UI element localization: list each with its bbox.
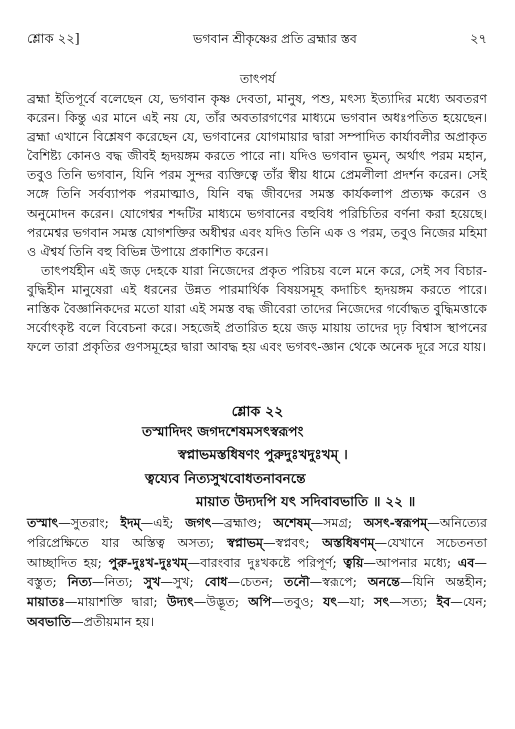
synonym-word: স্বপ্নাভম্ [226,534,263,550]
synonym-word: সুখ [143,574,161,590]
page-number: ২৭ [470,32,487,47]
chapter-reference: শ্লোক ২২] [27,32,80,47]
synonym-word: অনন্তে [367,574,400,590]
synonym-meaning: উদ্ভূত; [206,594,240,610]
purport-paragraph: তাৎপর্যহীন এই জড় দেহকে যারা নিজেদের প্রকৃত পরিচয় বলে মনে করে, সেই সব বিচার-বুদ্ধিহীন মানুষেরা এই ধরনের উন্নত পারমার্থিক বিষয়সমূহ কদাচিৎ হৃদয়ঙ্গম করতে পারে। নাস্তিক বৈজ্ঞানিকদের মতো যারা এই সমস্ত বদ্ধ জীবেরা তাদের নিজেদের গর্বোদ্ধত বুদ্ধিমত্তাকে সর্বোৎকৃষ্ট বলে বিবেচনা করে। সহজেই প্রতারিত হয়ে জড় মায়ায় তাদের দৃঢ় বিশ্বাস স্থাপনের ফলে তারা প্রকৃতির গুণসমূহের দ্বারা আবদ্ধ হয় এবং ভগবৎ-জ্ঞান থেকে অনেক দূরে সরে যায়। [27,262,487,355]
synonym-word: পুরু-দুঃখ-দুঃখম্ [108,554,188,570]
verse-label: শ্লোক ২২ [231,404,284,420]
synonym-word: অস্তধিষণম্ [322,534,375,550]
synonym-meaning: যেন; [462,594,487,610]
synonym-word: তনৌ [284,574,310,590]
synonym-word: অশেষম্ [273,515,311,530]
synonym-meaning: সুখ; [172,574,194,590]
verse-line: ত্বয্যেব নিত্যসুখবোধতনাবনন্তে [145,471,306,487]
synonym-meaning: অনিত্যের পরিপ্রেক্ষিতে যার অস্তিত্ব অসত্য; [27,515,487,550]
synonym-word: যৎ [323,594,338,610]
synonym-meaning: সুতরাং; [70,515,109,530]
page-title: ভগবান শ্রীকৃষ্ণের প্রতি ব্রহ্মার স্তব [193,31,357,46]
synonym-meaning: স্বরূপে; [322,574,357,590]
synonym-meaning: বারংবার দুঃখকষ্টে পরিপূর্ণ; [200,554,337,570]
synonym-meaning: বস্তুত; [27,574,57,590]
synonym-word: নিত্য [67,574,92,590]
synonym-meaning: আপনার মধ্যে; [376,554,452,570]
synonym-word: বোধ [204,574,228,590]
verse-line: স্বপ্নাভমস্তধিষণং পুরুদুঃখদুঃখম্ । [178,447,348,463]
verse-line: তস্মাদিদং জগদশেষমসৎস্বরূপং [142,424,304,440]
synonym-meaning: প্রতীয়মান হয়। [83,613,155,629]
synonym-word: ইব [436,594,451,610]
synonym-word: অপি [248,594,272,610]
synonym-meaning: নিত্য; [104,574,133,590]
purport-text [27,89,487,356]
running-header [27,30,487,51]
synonym-meaning: তবুও; [283,594,314,610]
synonym-word: অবভাতি [27,613,72,629]
synonym-meaning: যিনি অন্তহীন; [412,574,487,590]
synonym-word: জগৎ [185,515,212,530]
synonym-word: ইদম্ [120,515,141,530]
synonym-meaning: যা; [349,594,365,610]
synonym-word: অসৎ-স্বরূপম্ [363,515,428,530]
synonym-word: ত্বয়ি [343,554,364,570]
purport-paragraph: ব্রহ্মা ইতিপূর্বে বলেছেন যে, ভগবান কৃষ্ণ দেবতা, মানুষ, পশু, মৎস্য ইত্যাদির মধ্যে অবতরণ করেন। কিন্তু এর মানে এই নয় যে, তাঁর অবতারগণের মাধ্যমে ভগবান অধঃপতিত হয়েছেন। ব্রহ্মা এখানে বিশ্লেষণ করেছেন যে, ভগবানের যোগমায়ার দ্বারা সম্পাদিত কার্যাবলীর অপ্রাকৃত বৈশিষ্ট্য কোনও বদ্ধ জীবই হৃদয়ঙ্গম করতে পারে না। যদিও ভগবান ভূমন্, অর্থাৎ পরম মহান, তবুও তিনি ভগবান, যিনি পরম সুন্দর ব্যক্তিত্বে তাঁর স্বীয় ধামে প্রেমলীলা প্রদর্শন করেন। সেই সঙ্গে তিনি সর্বব্যাপক পরমাত্মাও, যিনি বদ্ধ জীবদের সমস্ত কার্যকলাপ প্রত্যক্ষ করেন ও অনুমোদন করেন। যোগেশ্বর শব্দটির মাধ্যমে ভগবানের বহুবিধ পরিচিতির বর্ণনা করা হয়েছে। পরমেশ্বর ভগবান সমস্ত যোগশক্তির অধীশ্বর এবং যদিও তিনি এক ও পরম, তবুও নিজের মহিমা ও ঐশ্বর্য তিনি বহু বিভিন্ন উপায়ে প্রকাশিত করেন। [27,91,487,259]
synonym-word: মায়াতঃ [27,594,65,610]
synonym-meaning: স্বপ্নবৎ; [275,534,310,550]
synonym-meaning: চেতন; [240,574,274,590]
verse-line: মায়াত উদ্যদপি যৎ সদিবাবভাতি ॥ ২২ ॥ [196,494,416,510]
synonym-meaning: মায়াশক্তি দ্বারা; [77,594,158,610]
purport-heading: তাৎপর্য [239,71,276,86]
synonym-meaning: যেখানে সচেতনতা আচ্ছাদিত হয়; [27,534,487,570]
synonym-meaning: সত্য; [401,594,428,610]
synonym-word: তস্মাৎ [27,515,59,530]
synonym-meaning: এই; [153,515,174,530]
synonym-word: সৎ [374,594,390,610]
synonyms-block: তস্মাৎ—সুতরাং; ইদম্—এই; জগৎ—ব্রহ্মাণ্ড; অশেষম্—সমগ্র; অসৎ-স্বরূপম্—অনিত্যের পরিপ্রেক্ষিতে যার অস্তিত্ব অসত্য; স্বপ্নাভম্—স্বপ্নবৎ; অস্তধিষণম্—যেখানে সচেতনতা আচ্ছাদিত হয়; পুরু-দুঃখ-দুঃখম্—বারংবার দুঃখকষ্টে পরিপূর্ণ; ত্বয়ি—আপনার মধ্যে; এব—বস্তুত; নিত্য—নিত্য; সুখ—সুখ; বোধ—চেতন; তনৌ—স্বরূপে; অনন্তে—যিনি অন্তহীন; মায়াতঃ—মায়াশক্তি দ্বারা; উদ্যৎ—উদ্ভূত; অপি—তবুও; যৎ—যা; সৎ—সত্য; ইব—যেন; অবভাতি—প্রতীয়মান হয়। [27,515,487,629]
synonym-word: এব [457,554,475,570]
synonym-meaning: সমগ্র; [323,515,353,530]
synonym-word: উদ্যৎ [166,594,194,610]
synonym-meaning: ব্রহ্মাণ্ড; [223,515,262,530]
